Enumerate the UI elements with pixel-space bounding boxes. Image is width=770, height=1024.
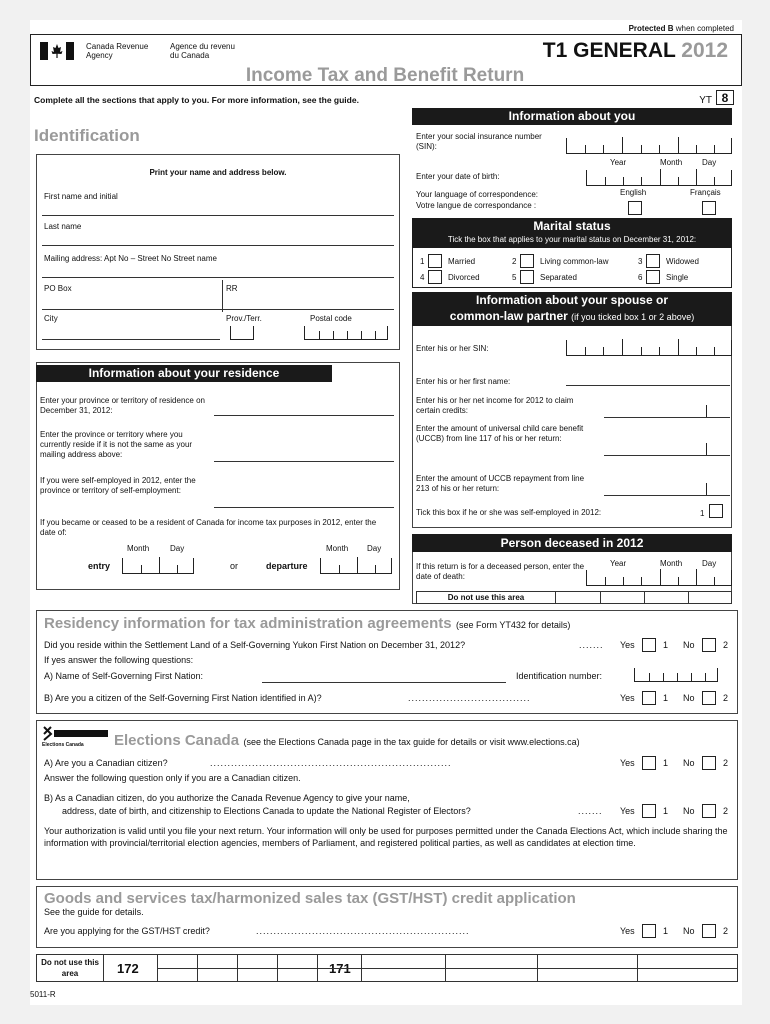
gst-question: Are you applying for the GST/HST credit?	[44, 926, 210, 936]
current-province-field[interactable]	[214, 452, 394, 462]
gst-no-label: No	[683, 926, 695, 936]
spouse-sin-label: Enter his or her SIN:	[416, 344, 489, 353]
gst-no-checkbox[interactable]	[702, 924, 716, 938]
last-name-field[interactable]	[42, 236, 394, 246]
marital-common-law-label: Living common-law	[540, 257, 609, 266]
citizen-no-num: 2	[723, 758, 729, 768]
citizen-fn-no-num: 2	[723, 693, 729, 703]
residence-q4: If you became or ceased to be a resident of Canada for income tax purposes in 2012, enter the date of:	[40, 518, 377, 537]
residence-q3: If you were self-employed in 2012, enter the province or territory of self-employment:	[40, 476, 196, 495]
marital-married-checkbox[interactable]	[428, 254, 442, 268]
language-label-en: Your language of correspondence:	[416, 190, 539, 199]
prov-field[interactable]	[230, 326, 254, 340]
deceased-year-label: Year	[610, 559, 627, 568]
first-name-label: First name and initial	[44, 192, 118, 201]
marital-single-checkbox[interactable]	[646, 270, 660, 284]
gst-yes-checkbox[interactable]	[642, 924, 656, 938]
departure-day-label: Day	[367, 544, 382, 553]
authorize-question-line1: B) As a Canadian citizen, do you authorize the Canada Revenue Agency to give your name,	[44, 793, 410, 803]
departure-label: departure	[266, 561, 308, 571]
gst-title: Goods and services tax/harmonized sales tax (GST/HST) credit application	[44, 890, 576, 907]
marital-single-label: Single	[666, 273, 689, 282]
identification-title: Identification	[34, 126, 140, 145]
about-you-title: Information about you	[412, 108, 732, 125]
marital-separated-label: Separated	[540, 273, 577, 282]
authorize-no-checkbox[interactable]	[702, 804, 716, 818]
marital-note: Tick the box that applies to your marital status on December 31, 2012:	[447, 235, 697, 244]
dob-day-label: Day	[702, 158, 717, 167]
form-subtitle: Income Tax and Benefit Return	[245, 65, 525, 86]
authorization-text: Your authorization is valid until you file your next return. Your information will only be used for purposes permitted under the Canada Elections Act, which include sharing the information with provincial/territorial election agencies, members of Parliament, and registered political parties, as well as candidates at election time.	[44, 826, 728, 848]
francais-label: Français	[690, 188, 721, 197]
po-box-rr-field[interactable]	[42, 300, 394, 310]
citizen-no-label: No	[683, 758, 695, 768]
spouse-title-line1: Information about your spouse or	[475, 293, 668, 307]
print-name-label: Print your name and address below.	[149, 168, 287, 177]
citizen-yes-num: 1	[663, 758, 669, 768]
mailing-address-field[interactable]	[42, 268, 394, 278]
postal-code-label: Postal code	[310, 314, 352, 323]
residency-admin-note: (see Form YT432 for details)	[456, 620, 571, 630]
spouse-title-line2: common-law partner	[449, 309, 568, 323]
settlement-yes-label: Yes	[620, 640, 635, 650]
canada-flag-icon	[40, 42, 74, 60]
authorize-yes-num: 1	[663, 806, 669, 816]
dob-label: Enter your date of birth:	[416, 172, 500, 181]
protected-b-text: Protected B	[628, 24, 674, 33]
citizen-first-nation-question: B) Are you a citizen of the Self-Governing First Nation identified in A)?	[44, 693, 322, 703]
sin-label: Enter your social insurance number (SIN):	[416, 132, 542, 151]
english-label: English	[620, 188, 647, 197]
agency-name-en: Canada Revenue Agency	[86, 42, 149, 60]
residence-title: Information about your residence	[36, 365, 332, 382]
self-employment-province-field[interactable]	[214, 498, 394, 508]
marital-divorced-label: Divorced	[448, 273, 480, 282]
dob-year-label: Year	[610, 158, 627, 167]
spouse-sin-field[interactable]	[566, 340, 732, 356]
settlement-yes-checkbox[interactable]	[642, 638, 656, 652]
sin-field[interactable]	[566, 138, 732, 154]
elections-header	[114, 732, 580, 750]
first-name-field[interactable]	[42, 206, 394, 216]
dob-month-label: Month	[660, 158, 683, 167]
residency-admin-title: Residency information for tax administration agreements	[44, 615, 452, 632]
settlement-yes-num: 1	[663, 640, 669, 650]
marital-married-label: Married	[448, 257, 476, 266]
spouse-net-income-field[interactable]	[604, 402, 730, 418]
marital-header	[412, 218, 732, 248]
or-label: or	[230, 561, 239, 571]
spouse-first-name-field[interactable]	[566, 376, 730, 386]
gst-yes-label: Yes	[620, 926, 635, 936]
marital-common-law-checkbox[interactable]	[520, 254, 534, 268]
follow-question-text: Answer the following question only if you are a Canadian citizen.	[44, 773, 301, 783]
protected-label	[629, 24, 734, 34]
tax-form-page: Protected B when completed Canada Revenue Agency Agence du revenu du Canada T1 GENERAL 2012 Income Tax and Benefit Return Complete all the sections that apply to you. For more information, see the guide. YT 8 Identification Print your name and address below. First name and initial Last name Mailing address: Apt No – Street No Street name PO Box RR City Prov./Terr. Postal code Information about your residence Enter your province or territory of residence on December 31, 2012: Enter the province or territory where you currently reside if it is not the same as your mailing address above: If you were self-employed in 2012, enter the province or territory of self-employment: If you became or ceased to be a resident of Canada for income tax purposes in 2012, enter the date of: Month Day entry or Month Day departure Information about you Enter your social insurance number (SIN): Year Month Day Enter your date of birth: English Français Your language of correspondence: Votre langue de correspondance : Marital status Tick the box that applies to your marital status on December 31, 2012: 1 Married 2 Living common-law 3 Widowed 4 Divorced 5 Separated 6 Single Information about your spouse or common-law partner (if you ticked box 1 or 2 above) Enter his or her SIN: Enter his or her first name: Enter his or her net income for 2012 to claim certain credits: Enter the amount of universal child care benefit (UCCB) from line 117 of his or her return: Enter the amount of UCCB repayment from line 213 of his or her return: Tick this box if he or she was self-employed in 2012: 1 Person deceased in 2012 Year Month Day If this return is for a deceased person, enter the date of death: Do not use this area Residency information for tax administration agreements (see Form YT432 for details) Did you reside within the Settlement Land of a Self-Governing Yukon First Nation on December 31, 2012? ....... Yes 1 No 2 If yes answer the following questions: A) Name of Self-Governing First Nation: Identification number: B) Are you a citizen of the Self-Governing First Nation identified in A)? ................................... Yes 1 No 2 Elections Canada Elections Canada (see the Elections Canada page in the tax guide for details or visit www.elections.ca) A) Are you a Canadian citizen? ..................................................................... Yes 1 No 2 Answer the following question only if you are a Canadian citizen. B) As a Canadian citizen, do you authorize the Canada Revenue Agency to give your name, address, date of birth, and citizenship to Elections Canada to update the National Register of Electors? ....... Yes 1 No 2 Your authorization is valid until you file your next return. Your information will only be used for purposes permitted under the Canada Elections Act, which include sharing the information with provincial/territorial election agencies, members of Parliament, and registered political parties, as well as candidates at election time. Goods and services tax/harmonized sales tax (GST/HST) credit application See the guide for details. Are you applying for the GST/HST credit? ............................................................. Yes 1 No 2 Do not use this area 172 171 5011-R	[30, 20, 742, 1005]
po-box-label: PO Box	[44, 284, 72, 293]
marital-num-3: 3	[638, 257, 643, 266]
deceased-not-use-area	[556, 591, 732, 604]
city-field[interactable]	[42, 330, 220, 340]
footer-not-use-label: Do not use this area	[41, 958, 99, 978]
departure-month-label: Month	[326, 544, 349, 553]
deceased-text: If this return is for a deceased person, enter the date of death:	[416, 562, 585, 581]
marital-num-6: 6	[638, 273, 643, 282]
marital-widowed-label: Widowed	[666, 257, 699, 266]
citizen-fn-yes-label: Yes	[620, 693, 635, 703]
citizen-fn-no-label: No	[683, 693, 695, 703]
spouse-uccb-label: Enter the amount of universal child care benefit (UCCB) from line 117 of his or her return:	[416, 424, 584, 443]
form-title	[543, 38, 728, 64]
citizen-no-checkbox[interactable]	[702, 756, 716, 770]
first-nation-name-field[interactable]	[262, 671, 506, 683]
spouse-net-income-label: Enter his or her net income for 2012 to claim certain credits:	[416, 396, 574, 415]
spouse-uccb-repay-field[interactable]	[604, 480, 730, 496]
city-label: City	[44, 314, 58, 323]
entry-day-label: Day	[170, 544, 185, 553]
protected-suffix: when completed	[675, 24, 734, 33]
marital-separated-checkbox[interactable]	[520, 270, 534, 284]
authorize-yes-label: Yes	[620, 806, 635, 816]
spouse-self-emp-label: Tick this box if he or she was self-employed in 2012:	[416, 508, 602, 517]
elections-note: (see the Elections Canada page in the tax guide for details or visit www.elections.ca)	[243, 737, 580, 747]
english-checkbox[interactable]	[628, 201, 642, 215]
residence-province-field[interactable]	[214, 406, 394, 416]
rr-label: RR	[226, 284, 238, 293]
citizen-fn-no-checkbox[interactable]	[702, 691, 716, 705]
language-label-fr: Votre langue de correspondance :	[416, 201, 537, 210]
deceased-not-use-label: Do not use this area	[416, 591, 556, 604]
spouse-self-emp-checkbox[interactable]	[709, 504, 723, 518]
settlement-land-question: Did you reside within the Settlement Land of a Self-Governing Yukon First Nation on December 31, 2012?	[44, 640, 466, 650]
marital-divorced-checkbox[interactable]	[428, 270, 442, 284]
authorize-yes-checkbox[interactable]	[642, 804, 656, 818]
form-title-text: T1 GENERAL	[542, 39, 676, 62]
dob-field[interactable]	[586, 170, 732, 186]
elections-title: Elections Canada	[114, 732, 240, 749]
canadian-citizen-question: A) Are you a Canadian citizen?	[44, 758, 168, 768]
spouse-title-note: (if you ticked box 1 or 2 above)	[571, 312, 695, 322]
page-number: 8	[716, 90, 734, 105]
spouse-self-emp-num: 1	[700, 509, 705, 518]
if-yes-text: If yes answer the following questions:	[44, 655, 194, 665]
deceased-day-label: Day	[702, 559, 717, 568]
citizen-yes-label: Yes	[620, 758, 635, 768]
citizen-fn-yes-checkbox[interactable]	[642, 691, 656, 705]
spouse-uccb-field[interactable]	[604, 440, 730, 456]
spouse-first-name-label: Enter his or her first name:	[416, 377, 511, 386]
residence-q1: Enter your province or territory of residence on December 31, 2012:	[40, 396, 205, 415]
marital-num-1: 1	[420, 257, 425, 266]
identification-number-field[interactable]	[634, 668, 718, 682]
settlement-no-num: 2	[723, 640, 729, 650]
spouse-header	[412, 292, 732, 326]
form-year: 2012	[681, 39, 728, 62]
last-name-label: Last name	[44, 222, 82, 231]
province-code: YT	[699, 95, 712, 106]
settlement-no-checkbox[interactable]	[702, 638, 716, 652]
deceased-title: Person deceased in 2012	[412, 534, 732, 552]
elections-logo-text: Elections Canada	[42, 742, 84, 748]
marital-num-2: 2	[512, 257, 517, 266]
marital-num-4: 4	[420, 273, 425, 282]
marital-widowed-checkbox[interactable]	[646, 254, 660, 268]
first-nation-name-label: A) Name of Self-Governing First Nation:	[44, 671, 204, 681]
gst-no-num: 2	[723, 926, 729, 936]
departure-date-field[interactable]	[320, 558, 392, 574]
gst-guide-text: See the guide for details.	[44, 907, 144, 917]
settlement-no-label: No	[683, 640, 695, 650]
residence-q2: Enter the province or territory where you currently reside if it is not the same as your mailing address above:	[40, 430, 193, 459]
entry-month-label: Month	[127, 544, 150, 553]
citizen-yes-checkbox[interactable]	[642, 756, 656, 770]
citizen-fn-yes-num: 1	[663, 693, 669, 703]
footer-code-172: 172	[117, 961, 139, 976]
elections-canada-logo-icon	[42, 724, 110, 744]
footer-not-use-area	[36, 954, 738, 982]
prov-label: Prov./Terr.	[226, 314, 262, 323]
residency-admin-header	[44, 615, 570, 633]
entry-date-field[interactable]	[122, 558, 194, 574]
deceased-date-field[interactable]	[586, 570, 732, 586]
gst-yes-num: 1	[663, 926, 669, 936]
authorize-question-line2: address, date of birth, and citizenship to Elections Canada to update the National Register of Electors?	[62, 806, 471, 816]
spouse-uccb-repay-label: Enter the amount of UCCB repayment from line 213 of his or her return:	[416, 474, 585, 493]
footer-code-171: 171	[329, 961, 351, 976]
identification-number-label: Identification number:	[516, 671, 603, 681]
francais-checkbox[interactable]	[702, 201, 716, 215]
form-id: 5011-R	[30, 990, 56, 999]
agency-name-fr: Agence du revenu du Canada	[170, 42, 235, 60]
deceased-month-label: Month	[660, 559, 683, 568]
marital-title: Marital status	[533, 219, 611, 233]
postal-code-field[interactable]	[304, 326, 388, 340]
entry-label: entry	[88, 561, 111, 571]
mailing-address-label: Mailing address: Apt No – Street No Street name	[44, 254, 217, 263]
marital-num-5: 5	[512, 273, 517, 282]
authorize-no-num: 2	[723, 806, 729, 816]
authorize-no-label: No	[683, 806, 695, 816]
instructions-text: Complete all the sections that apply to you. For more information, see the guide.	[34, 95, 359, 105]
